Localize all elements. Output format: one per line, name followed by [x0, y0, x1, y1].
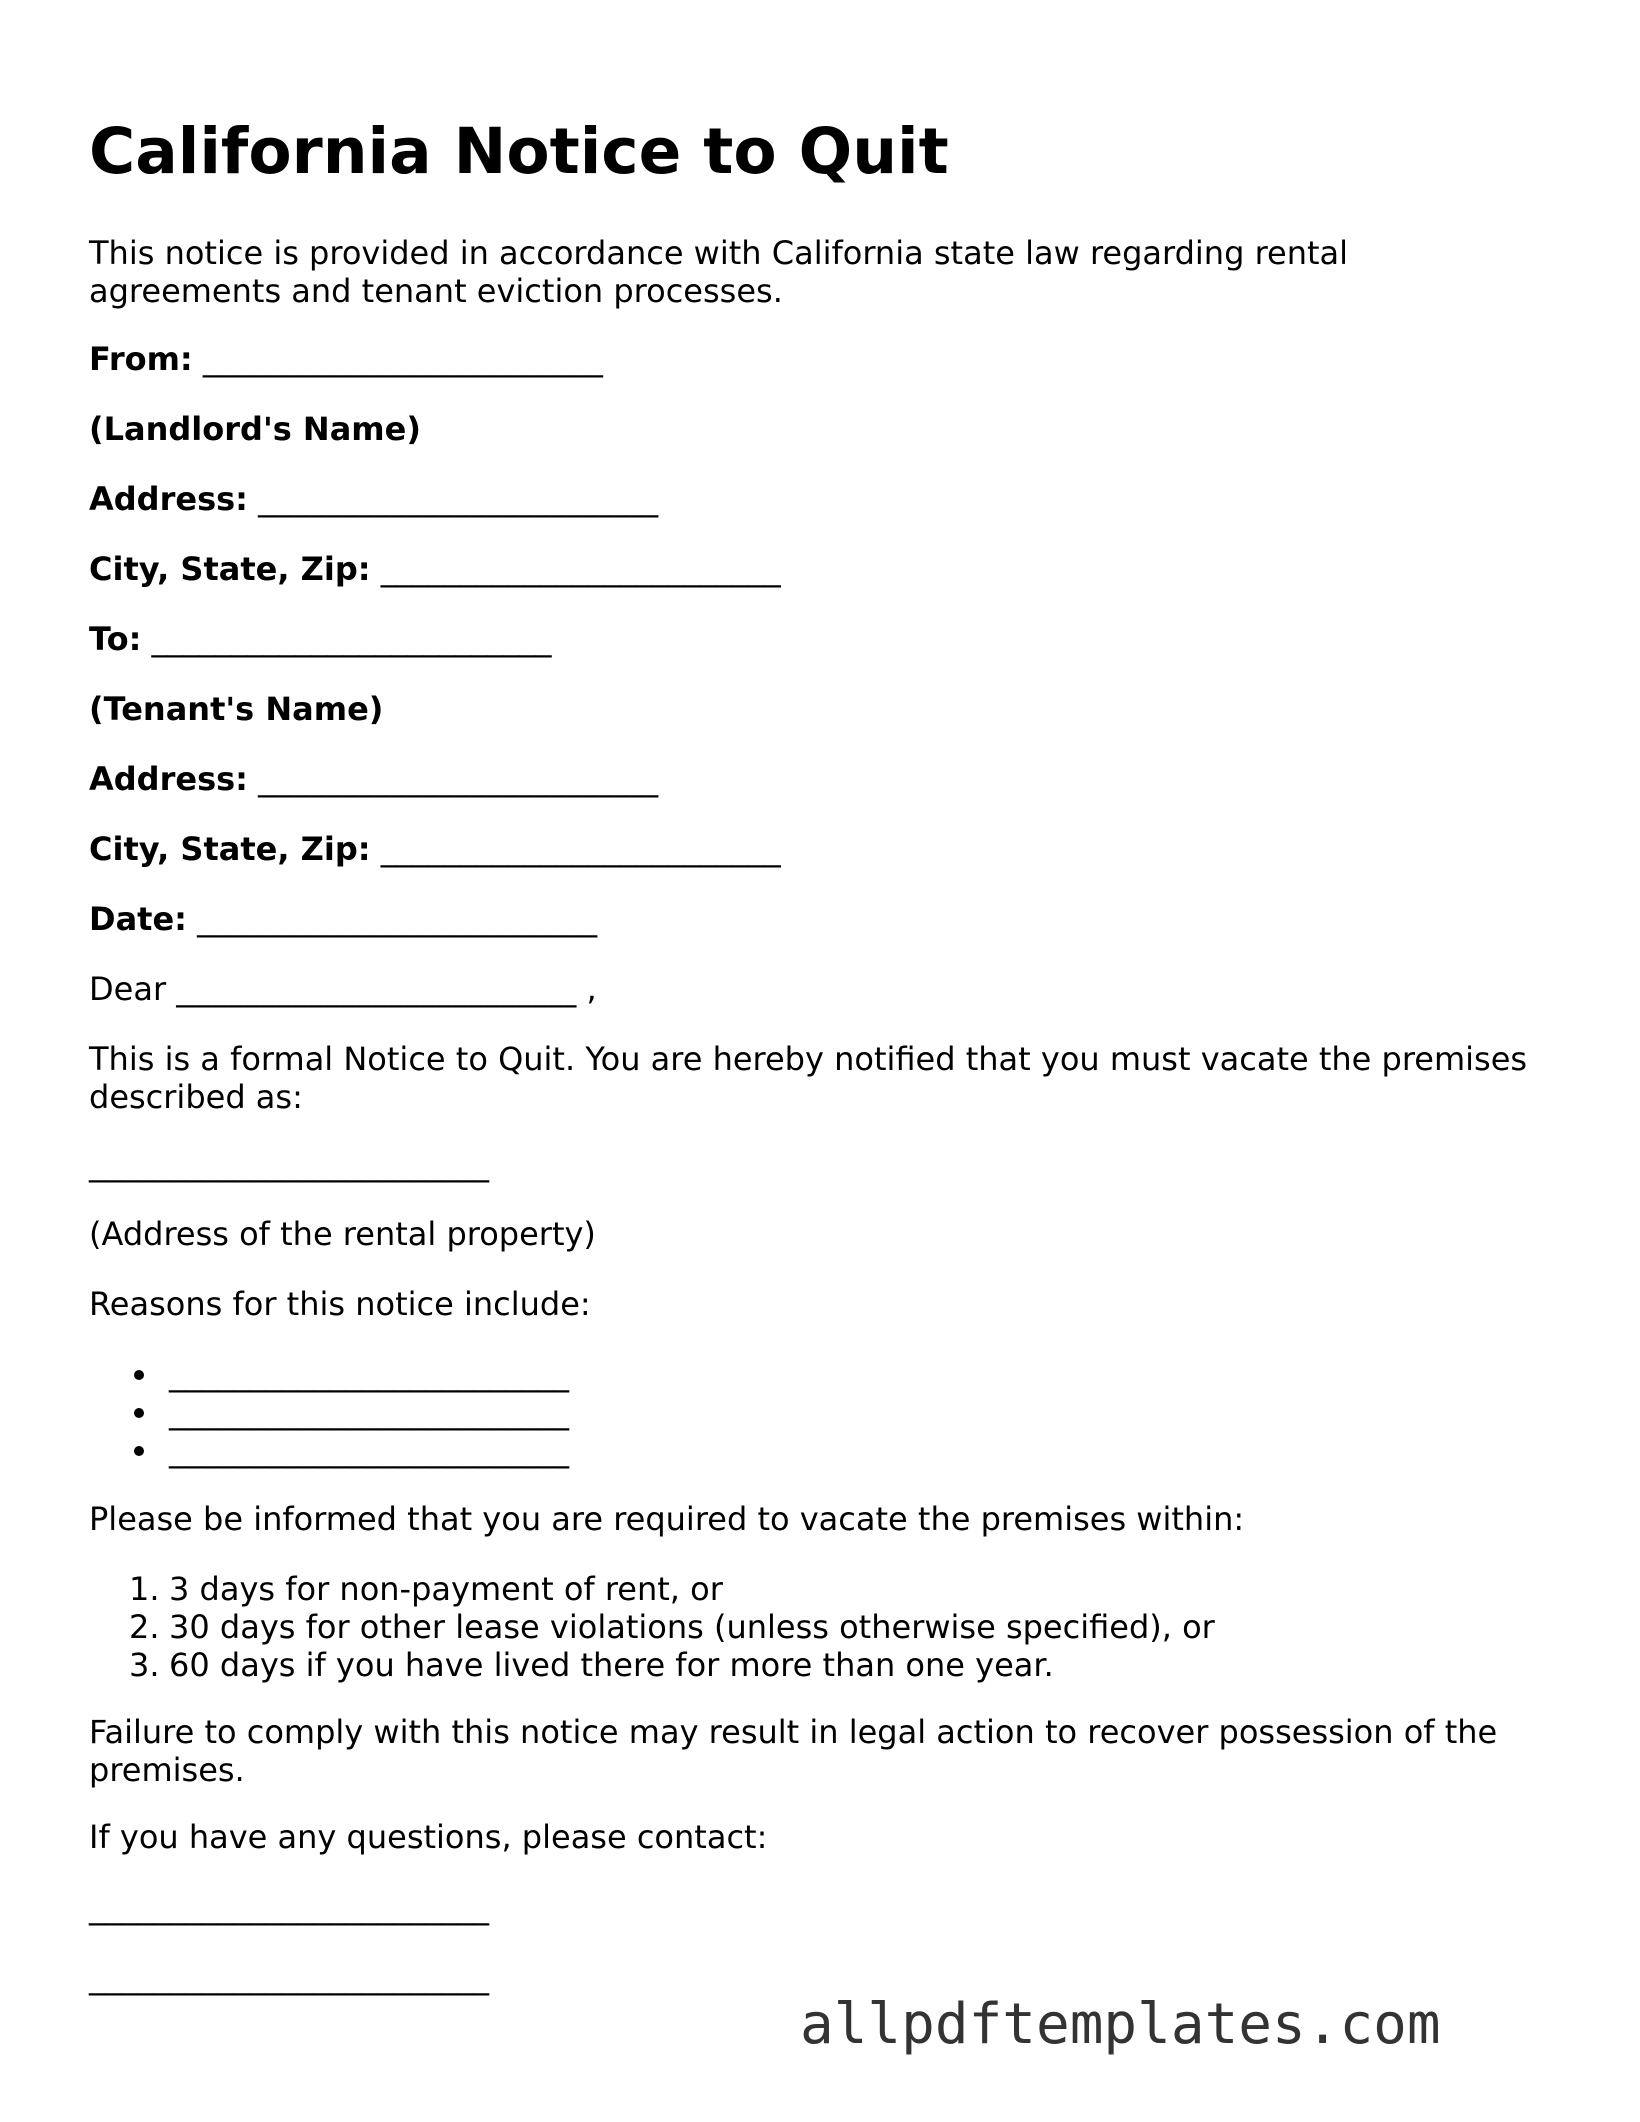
list-item[interactable]: [89, 1431, 569, 1469]
landlord-address-blank[interactable]: _________________________: [258, 480, 659, 518]
salutation[interactable]: [89, 970, 597, 1008]
date-label: Date:: [89, 900, 187, 938]
dear-label: Dear: [89, 970, 167, 1008]
list-text: 3 days for non-payment of rent, or: [169, 1570, 723, 1608]
property-address-blank[interactable]: _________________________: [89, 1145, 489, 1183]
from-field[interactable]: [89, 340, 603, 378]
from-blank[interactable]: _________________________: [202, 340, 603, 378]
reasons-label: Reasons for this notice include:: [89, 1285, 591, 1323]
bullet-icon: [134, 1370, 144, 1380]
dear-comma: ,: [586, 970, 597, 1008]
vacate-intro: Please be informed that you are required to vacate the premises within:: [89, 1500, 1245, 1538]
to-label: To:: [89, 620, 142, 658]
watermark: allpdftemplates.com: [800, 1992, 1441, 2057]
list-item[interactable]: [89, 1355, 569, 1393]
contact-blank-1[interactable]: _________________________: [89, 1888, 489, 1926]
landlord-city-field[interactable]: [89, 550, 781, 588]
date-field[interactable]: [89, 900, 597, 938]
list-text: 30 days for other lease violations (unless otherwise specified), or: [169, 1608, 1215, 1646]
landlord-city-blank[interactable]: _________________________: [380, 550, 781, 588]
contact-label: If you have any questions, please contact:: [89, 1818, 768, 1856]
reason-blank[interactable]: _________________________: [169, 1355, 569, 1393]
notice-paragraph: This is a formal Notice to Quit. You are hereby notified that you must vacate the premises described as:: [89, 1040, 1528, 1116]
date-blank[interactable]: _________________________: [197, 900, 598, 938]
intro-paragraph: This notice is provided in accordance with California state law regarding rental agreements and tenant eviction processes.: [89, 234, 1349, 310]
city-state-zip-label: City, State, Zip:: [89, 830, 371, 868]
dear-blank[interactable]: _________________________: [176, 970, 577, 1008]
tenant-city-field[interactable]: [89, 830, 781, 868]
bullet-icon: [134, 1446, 144, 1456]
landlord-name-caption: (Landlord's Name): [89, 410, 421, 448]
reason-blank[interactable]: _________________________: [169, 1393, 569, 1431]
landlord-address-field[interactable]: [89, 480, 658, 518]
reasons-list: [89, 1355, 569, 1469]
list-item: [89, 1608, 1215, 1646]
list-item: [89, 1646, 1215, 1684]
to-field[interactable]: [89, 620, 552, 658]
tenant-city-blank[interactable]: _________________________: [380, 830, 781, 868]
vacate-options-list: [89, 1570, 1215, 1684]
failure-paragraph: Failure to comply with this notice may result in legal action to recover possession of the premises.: [89, 1713, 1498, 1789]
page-title: California Notice to Quit: [89, 115, 949, 188]
address-label: Address:: [89, 760, 248, 798]
list-number: 1.: [129, 1570, 160, 1608]
address-label: Address:: [89, 480, 248, 518]
list-item[interactable]: [89, 1393, 569, 1431]
reason-blank[interactable]: _________________________: [169, 1431, 569, 1469]
bullet-icon: [134, 1408, 144, 1418]
list-item: [89, 1570, 1215, 1608]
tenant-address-field[interactable]: [89, 760, 658, 798]
list-number: 3.: [129, 1646, 160, 1684]
tenant-name-caption: (Tenant's Name): [89, 690, 384, 728]
city-state-zip-label: City, State, Zip:: [89, 550, 371, 588]
list-number: 2.: [129, 1608, 160, 1646]
property-caption: (Address of the rental property): [89, 1215, 596, 1253]
to-blank[interactable]: _________________________: [151, 620, 552, 658]
contact-blank-2[interactable]: _________________________: [89, 1958, 489, 1996]
list-text: 60 days if you have lived there for more than one year.: [169, 1646, 1054, 1684]
tenant-address-blank[interactable]: _________________________: [258, 760, 659, 798]
from-label: From:: [89, 340, 193, 378]
